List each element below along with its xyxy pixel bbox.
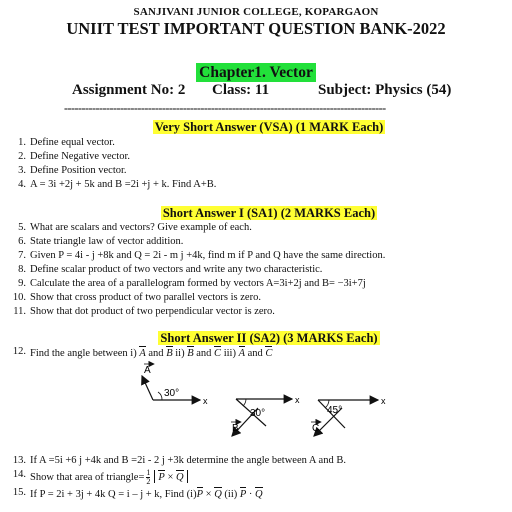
- vector-p: P: [196, 489, 204, 500]
- vector-q: Q: [255, 489, 263, 500]
- list-item: [12, 468, 188, 486]
- question-bank-title: UNIIT TEST IMPORTANT QUESTION BANK-2022: [66, 19, 446, 38]
- chapter-label: Chapter1. Vector: [196, 63, 316, 82]
- question-number: 7.: [18, 250, 26, 261]
- question-text: Show that cross product of two parallel vectors is zero.: [30, 292, 261, 303]
- question-number: 1.: [18, 137, 26, 148]
- fraction-numerator: 1: [146, 468, 151, 477]
- list-item: [18, 137, 115, 148]
- list-item: [12, 455, 346, 466]
- and-word: and: [148, 348, 164, 359]
- question-text: Define equal vector.: [30, 137, 115, 148]
- vector-label: A: [144, 365, 151, 376]
- question-text: Define scalar product of two vectors and write any two characteristic.: [30, 264, 323, 275]
- vector-c: C: [265, 348, 273, 359]
- fraction-denominator: 2: [146, 477, 151, 486]
- angle-arc: [243, 399, 246, 406]
- question-text: Define Negative vector.: [30, 151, 130, 162]
- assignment-number: Assignment No: 2: [72, 82, 186, 98]
- section-vsa-heading: [13, 120, 512, 135]
- vector-p: P: [158, 471, 165, 483]
- part-iii: iii): [223, 348, 236, 359]
- vector-p: P: [239, 489, 247, 500]
- question-text: What are scalars and vectors? Give example of each.: [30, 222, 252, 233]
- list-item: [12, 292, 261, 303]
- axis-label: x: [381, 396, 386, 406]
- part-ii: (ii): [224, 489, 238, 500]
- question-number: 2.: [18, 151, 26, 162]
- college-name: SANJIVANI JUNIOR COLLEGE, KOPARGAON: [133, 6, 379, 18]
- dot-symbol: ·: [248, 489, 253, 500]
- question-number: 15.: [12, 487, 26, 498]
- section-sa1-title: Short Answer I (SA1) (2 MARKS Each): [162, 206, 376, 220]
- list-item: [13, 306, 275, 317]
- angle-arc: [158, 392, 162, 400]
- question-text: Show that dot product of two perpendicular vector is zero.: [30, 306, 275, 317]
- diagram-vector-a: [142, 364, 208, 406]
- cross-symbol: ×: [205, 489, 212, 500]
- question-number: 14.: [12, 469, 26, 480]
- question-text: Given P = 4i - j +8k and Q = 2i - m j +4k, find m if P and Q have the same direction.: [30, 250, 386, 261]
- vector-b: B: [166, 348, 173, 359]
- question-number: 8.: [18, 264, 26, 275]
- list-item: [18, 236, 184, 247]
- subject-label: Subject: Physics (54): [318, 82, 452, 98]
- section-vsa-title: Very Short Answer (VSA) (1 MARK Each): [154, 120, 384, 134]
- question-number: 6.: [18, 236, 26, 247]
- vector-q: Q: [214, 489, 222, 500]
- question-number: 13.: [12, 455, 26, 466]
- question-text: If P = 2i + 3j + 4k Q = i – j + k, Find (i): [30, 489, 197, 500]
- axis-label: x: [295, 395, 300, 405]
- class-label: Class: 11: [212, 82, 270, 98]
- and-word: and: [196, 348, 212, 359]
- question-text: State triangle law of vector addition.: [30, 236, 184, 247]
- question-number: 10.: [12, 292, 26, 303]
- part-ii: ii): [175, 348, 185, 359]
- list-item: [18, 151, 130, 162]
- cross-product-magnitude: [154, 470, 187, 483]
- separator-line: --------------------------------------------------------------------------------------------: [64, 101, 386, 115]
- and-word: and: [247, 348, 263, 359]
- vector-a-arrow: [142, 376, 153, 400]
- question-number: 11.: [13, 306, 26, 317]
- section-sa2-heading: [13, 331, 512, 346]
- vector-diagrams: [0, 360, 512, 440]
- vector-b: B: [187, 348, 194, 359]
- question-text: Define Position vector.: [30, 165, 127, 176]
- cross-symbol: ×: [167, 471, 174, 483]
- question-number: 9.: [18, 278, 26, 289]
- question-text: Calculate the area of a parallelogram formed by vectors A=3i+2j and B= −3i+7j: [30, 278, 366, 289]
- angle-label: 30°: [164, 388, 180, 399]
- axis-label: x: [203, 396, 208, 406]
- list-item: [18, 165, 127, 176]
- vector-a: A: [238, 348, 245, 359]
- list-item: [18, 250, 386, 261]
- question-text: If A =5i +6 j +4k and B =2i - 2 j +3k determine the angle between A and B.: [30, 455, 346, 466]
- list-item: [18, 264, 323, 275]
- vector-a: A: [139, 348, 146, 359]
- question-number: 12.: [12, 346, 26, 357]
- list-item: [12, 346, 273, 359]
- vector-label: C: [312, 423, 320, 434]
- angle-label: 45°: [327, 405, 343, 416]
- question-number: 5.: [18, 222, 26, 233]
- vector-label: B: [232, 423, 239, 434]
- vector-c: C: [214, 348, 222, 359]
- diagram-vector-c: [311, 396, 386, 436]
- question-text: Find the angle between i): [30, 348, 137, 359]
- list-item: [18, 179, 217, 190]
- list-item: [12, 487, 263, 500]
- section-sa2-title: Short Answer II (SA2) (3 MARKS Each): [160, 331, 378, 345]
- list-item: [18, 278, 366, 289]
- diagram-vector-b: [231, 395, 300, 436]
- question-text: Show that area of triangle=: [30, 471, 145, 483]
- vector-q: Q: [175, 471, 184, 483]
- question-number: 3.: [18, 165, 26, 176]
- list-item: [18, 222, 252, 233]
- angle-label: 30°: [250, 408, 266, 419]
- question-number: 4.: [18, 179, 26, 190]
- fraction-half: [146, 469, 150, 486]
- chapter-title: [0, 63, 512, 82]
- section-sa1-heading: [13, 206, 512, 221]
- question-text: A = 3i +2j + 5k and B =2i +j + k. Find A+B.: [30, 179, 217, 190]
